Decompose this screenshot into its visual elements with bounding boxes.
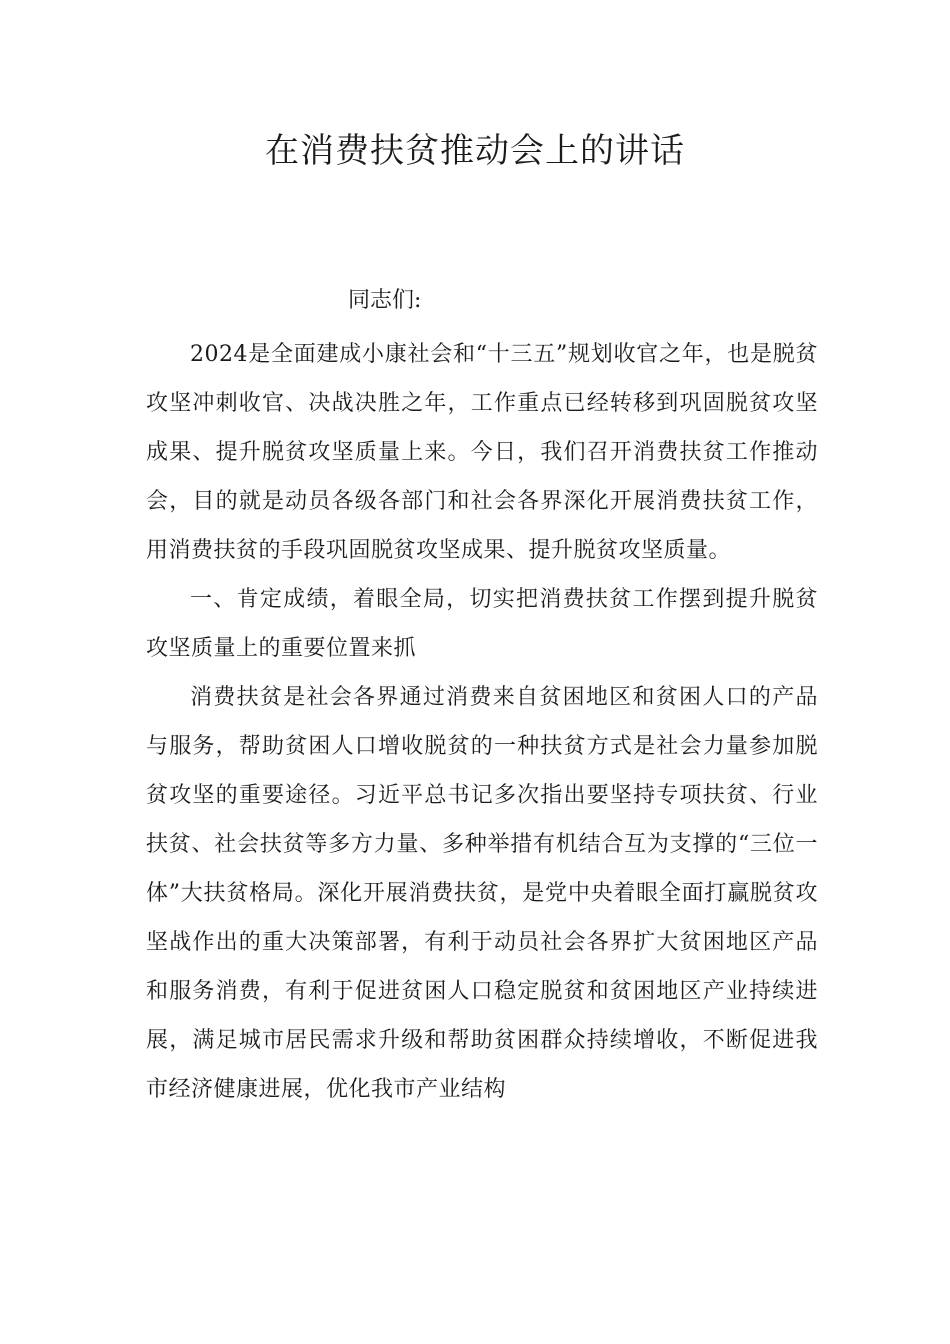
document-title: 在消费扶贫推动会上的讲话 — [265, 131, 685, 171]
paragraph-consumption-poverty: 消费扶贫是社会各界通过消费来自贫困地区和贫困人口的产品与服务，帮助贫困人口增收脱贫的一种扶贫方式是社会力量参加脱贫攻坚的重要途径。习近平总书记多次指出要坚持专项扶贫、行业扶贫、社会扶贫等多方力量、多种举措有机结合互为支撑的“三位一体”大扶贫格局。深化开展消费扶贫，是党中央着眼全面打赢脱贫攻坚战作出的重大决策部署，有利于动员社会各界扩大贫困地区产品和服务消费，有利于促进贫困人口稳定脱贫和贫困地区产业持续进展，满足城市居民需求升级和帮助贫困群众持续增收，不断促进我市经济健康进展，优化我市产业结构 — [146, 685, 818, 1102]
document-body — [146, 330, 818, 1114]
section-heading-1: 一、肯定成绩，着眼全局，切实把消费扶贫工作摆到提升脱贫攻坚质量上的重要位置来抓 — [146, 587, 818, 661]
salutation: 同志们: — [348, 288, 422, 313]
paragraph-intro: 2024是全面建成小康社会和“十三五”规划收官之年，也是脱贫攻坚冲刺收官、决战决胜之年，工作重点已经转移到巩固脱贫攻坚成果、提升脱贫攻坚质量上来。今日，我们召开消费扶贫工作推动会，目的就是动员各级各部门和社会各界深化开展消费扶贫工作，用消费扶贫的手段巩固脱贫攻坚成果、提升脱贫攻坚质量。 — [146, 342, 818, 563]
